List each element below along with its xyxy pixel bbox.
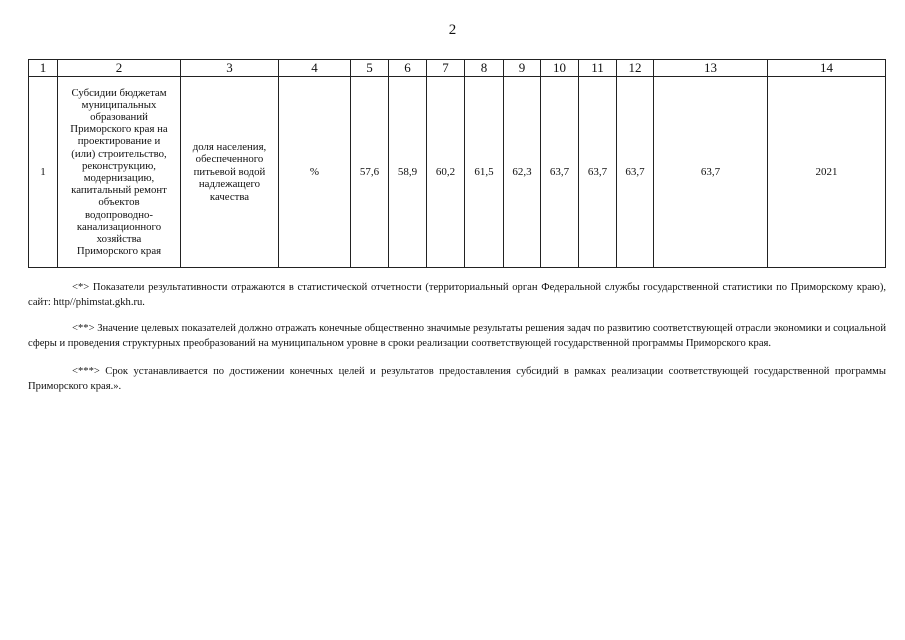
value-cell: 58,9 <box>389 77 427 268</box>
value-cell: 63,7 <box>541 77 579 268</box>
subsidy-name-cell: Субсидии бюджетам муниципальных образований Приморского края на проектирование и (или) строительство, реконструкцию, модернизацию, капитальный ремонт объектов водопроводно- канализационного хозяйства Приморского края <box>58 77 181 268</box>
page-number: 2 <box>448 22 457 38</box>
value-cell: 63,7 <box>579 77 617 268</box>
year-cell: 2021 <box>768 77 886 268</box>
column-header: 11 <box>579 60 617 77</box>
value-cell: 63,7 <box>654 77 768 268</box>
column-header: 4 <box>279 60 351 77</box>
indicator-table <box>28 59 886 268</box>
column-header: 8 <box>465 60 504 77</box>
value-cell: 62,3 <box>504 77 541 268</box>
column-header: 2 <box>58 60 181 77</box>
footnote-deadline: <***> Срок устанавливается по достижении конечных целей и результатов предоставления субсидий в рамках реализации соответствующей государственной программы Приморского края.». <box>28 366 886 392</box>
value-cell: 63,7 <box>617 77 654 268</box>
column-header: 6 <box>389 60 427 77</box>
footnote-indicators-source: <*> Показатели результативности отражаются в статистической отчетности (территориальный орган Федеральной службы государственной статистики по Приморскому краю), сайт: http//phimstat.gkh.ru. <box>28 282 886 308</box>
column-header: 14 <box>768 60 886 77</box>
table-header-row <box>29 60 886 77</box>
value-cell: 57,6 <box>351 77 389 268</box>
row-number-cell: 1 <box>29 77 58 268</box>
indicator-name-cell: доля населения, обеспеченного питьевой водой надлежащего качества <box>181 77 279 268</box>
column-header: 1 <box>29 60 58 77</box>
value-cell: 61,5 <box>465 77 504 268</box>
value-cell: 60,2 <box>427 77 465 268</box>
column-header: 13 <box>654 60 768 77</box>
column-header: 3 <box>181 60 279 77</box>
footnote-target-values: <**> Значение целевых показателей должно отражать конечные общественно значимые результаты решения задач по развитию соответствующей отрасли экономики и социальной сферы и проведения структурных преобразований на муниципальном уровне в сроки реализации соответствующей государственной программы Приморского края. <box>28 323 886 349</box>
column-header: 10 <box>541 60 579 77</box>
column-header: 9 <box>504 60 541 77</box>
column-header: 5 <box>351 60 389 77</box>
table-row <box>29 77 886 268</box>
unit-cell: % <box>279 77 351 268</box>
column-header: 12 <box>617 60 654 77</box>
column-header: 7 <box>427 60 465 77</box>
